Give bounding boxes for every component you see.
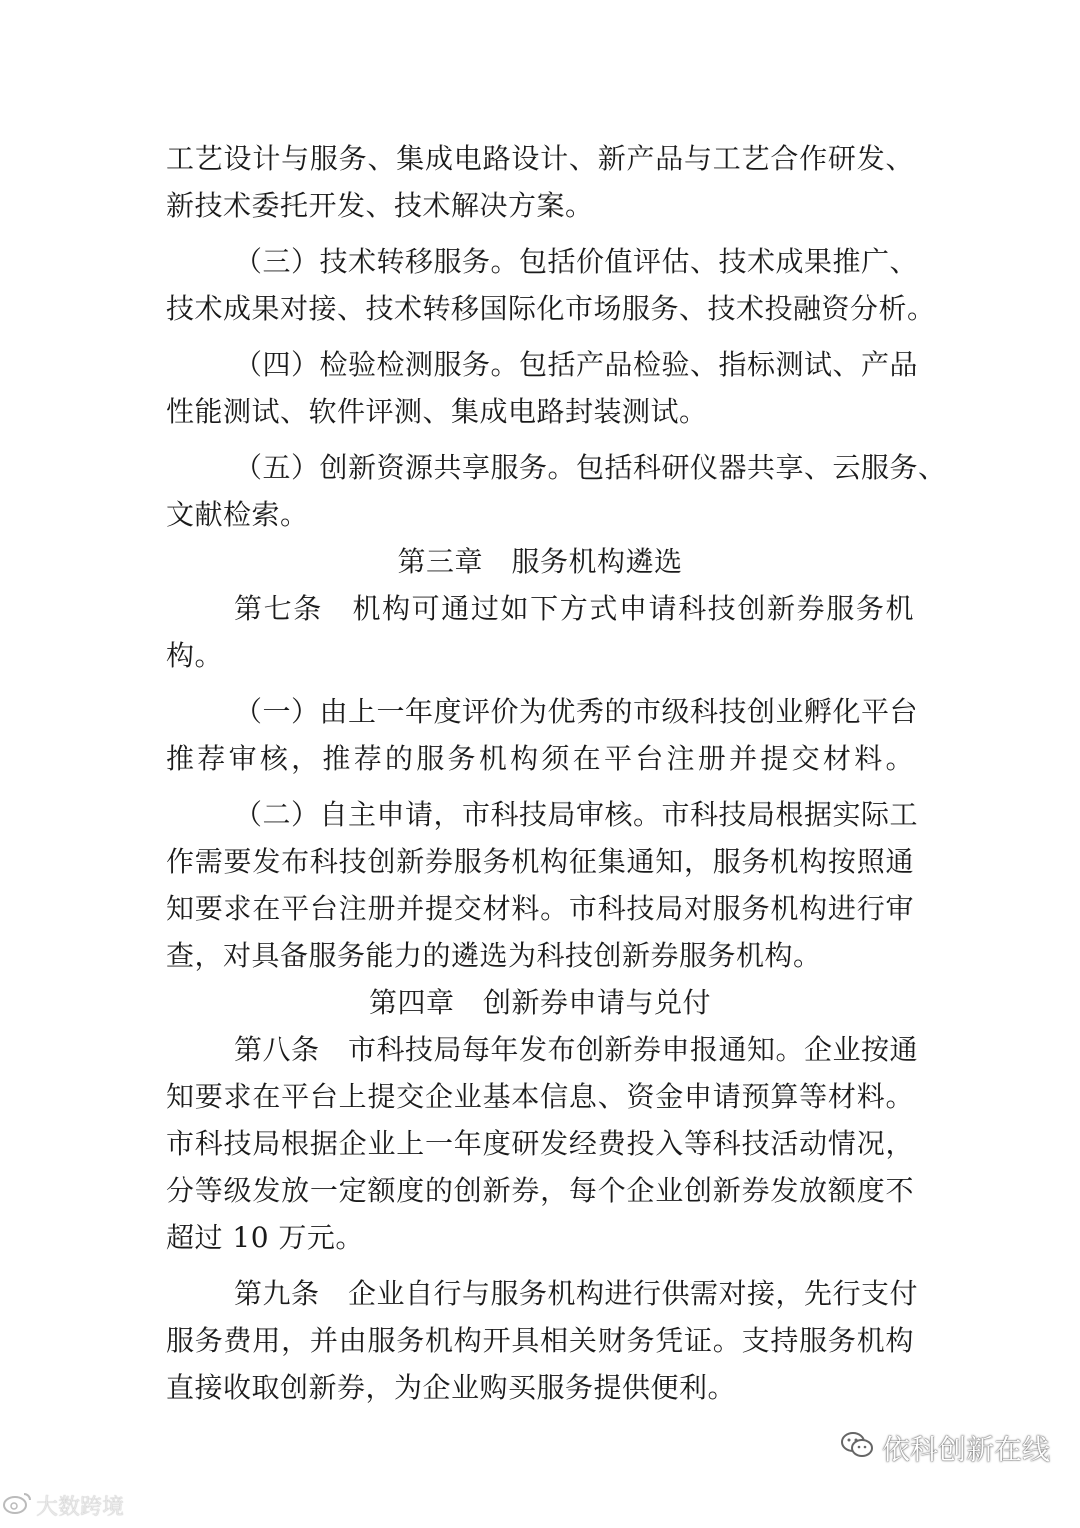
- paragraph: [166, 238, 936, 332]
- weibo-watermark: [2, 1490, 124, 1521]
- paragraph: [166, 135, 914, 229]
- paragraph: [166, 1270, 919, 1411]
- text-line: 超过 10 万元。: [166, 1221, 364, 1254]
- paragraph: [166, 791, 919, 979]
- text-line: 作需要发布科技创新券服务机构征集通知，服务机构按照通: [166, 845, 914, 878]
- text-line: 直接收取创新券，为企业购买服务提供便利。: [166, 1371, 737, 1404]
- text-line: 分等级发放一定额度的创新券，每个企业创新券发放额度不: [166, 1174, 914, 1207]
- wechat-watermark: [840, 1428, 1050, 1468]
- document-page: [166, 135, 947, 1411]
- paragraph: [166, 688, 919, 782]
- weibo-icon: [2, 1491, 32, 1521]
- text-line: （一）由上一年度评价为优秀的市级科技创业孵化平台: [234, 695, 919, 728]
- chapter-heading: 第三章 服务机构遴选: [397, 545, 683, 578]
- watermark-text: 大数跨境: [36, 1495, 125, 1520]
- wechat-icon: [840, 1430, 874, 1467]
- text-line: 市科技局根据企业上一年度研发经费投入等科技活动情况，: [166, 1127, 914, 1160]
- text-line: （三）技术转移服务。包括价值评估、技术成果推广、: [234, 245, 919, 278]
- text-line: 知要求在平台注册并提交材料。市科技局对服务机构进行审: [166, 892, 914, 925]
- text-line: 性能测试、软件评测、集成电路封装测试。: [166, 395, 708, 428]
- text-line: （四）检验检测服务。包括产品检验、指标测试、产品: [234, 348, 919, 381]
- paragraph: [166, 444, 947, 538]
- paragraph: [166, 585, 914, 679]
- text-line: 构。: [166, 639, 224, 672]
- text-line: 查，对具备服务能力的遴选为科技创新券服务机构。: [166, 939, 822, 972]
- text-line: 第九条 企业自行与服务机构进行供需对接，先行支付: [234, 1277, 919, 1310]
- paragraph: [166, 341, 919, 435]
- text-line: （二）自主申请，市科技局审核。市科技局根据实际工: [234, 798, 919, 831]
- text-line: 服务费用，并由服务机构开具相关财务凭证。支持服务机构: [166, 1324, 914, 1357]
- text-line: 知要求在平台上提交企业基本信息、资金申请预算等材料。: [166, 1080, 914, 1113]
- watermark-text: 依科创新在线: [881, 1433, 1050, 1466]
- chapter-heading: 第四章 创新券申请与兑付: [368, 986, 711, 1019]
- text-line: 新技术委托开发、技术解决方案。: [166, 189, 594, 222]
- paragraph: [166, 1026, 919, 1261]
- text-line: 技术成果对接、技术转移国际化市场服务、技术投融资分析。: [166, 292, 936, 325]
- text-line: 文献检索。: [166, 498, 309, 531]
- text-line: 推荐审核，推荐的服务机构须在平台注册并提交材料。: [166, 742, 914, 775]
- text-line: 第八条 市科技局每年发布创新券申报通知。企业按通: [234, 1033, 919, 1066]
- text-line: （五）创新资源共享服务。包括科研仪器共享、云服务、: [234, 451, 947, 484]
- text-line: 工艺设计与服务、集成电路设计、新产品与工艺合作研发、: [166, 142, 914, 175]
- text-line: 第七条 机构可通过如下方式申请科技创新券服务机: [234, 592, 914, 625]
